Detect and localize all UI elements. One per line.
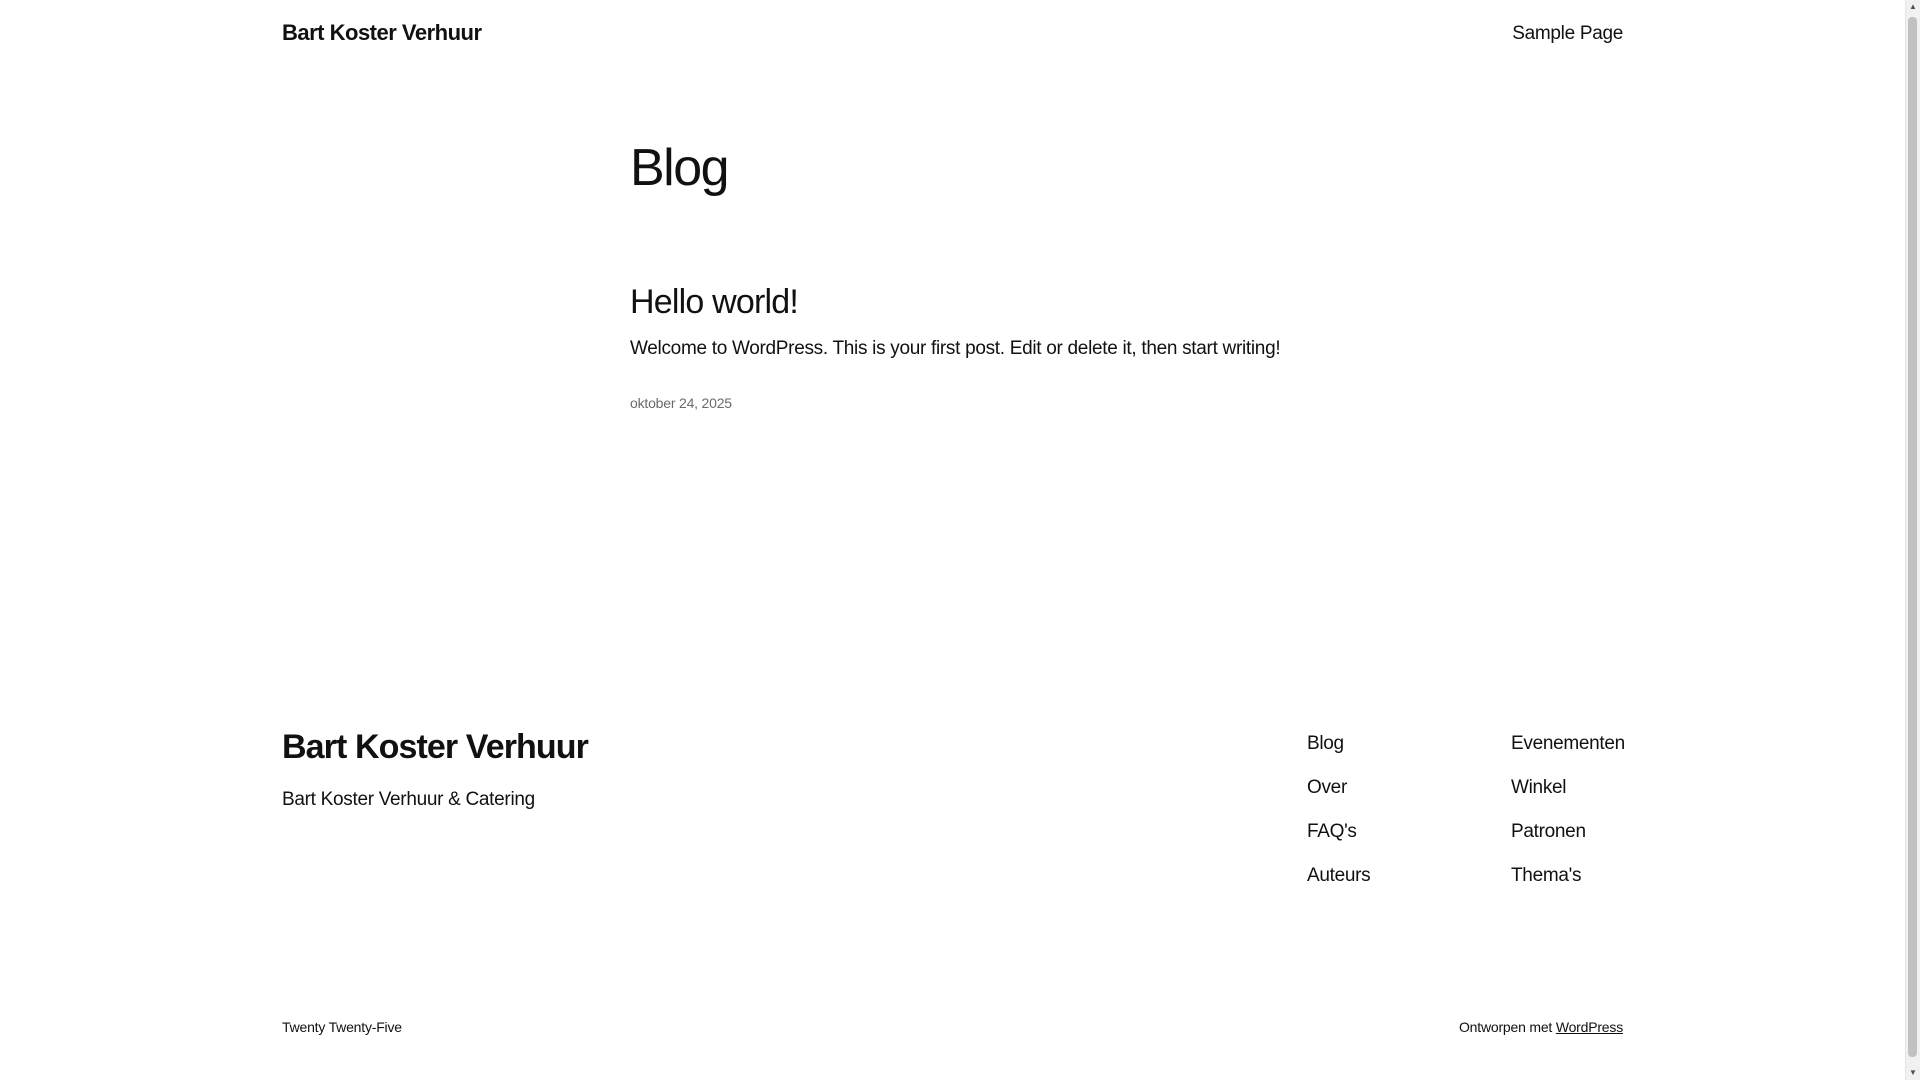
- credit-prefix: Ontworpen met: [1458, 1019, 1553, 1035]
- post-excerpt: Welcome to WordPress. This is your first post. Edit or delete it, then start writing!: [630, 338, 1281, 359]
- vertical-scrollbar[interactable]: [1905, 0, 1920, 1080]
- footer-link-winkel[interactable]: Winkel: [1511, 777, 1567, 798]
- footer-link-over[interactable]: Over: [1307, 777, 1347, 798]
- post-date[interactable]: oktober 24, 2025: [630, 395, 732, 411]
- footer-link-blog[interactable]: Blog: [1307, 733, 1344, 754]
- footer-site-title-link[interactable]: Bart Koster Verhuur: [282, 728, 588, 766]
- footer-link-evenementen[interactable]: Evenementen: [1511, 733, 1625, 754]
- footer-wordpress-credit: [1459, 1019, 1623, 1035]
- footer-theme-credit: Twenty Twenty-Five: [282, 1019, 402, 1035]
- footer-tagline: Bart Koster Verhuur & Catering: [282, 789, 535, 810]
- site-title-link[interactable]: Bart Koster Verhuur: [282, 20, 482, 45]
- footer-nav-column-1: [1307, 733, 1370, 909]
- footer-link-themas[interactable]: Thema's: [1511, 865, 1582, 886]
- header-nav: [1512, 23, 1623, 45]
- post-title-link[interactable]: Hello world!: [630, 283, 799, 321]
- footer-link-auteurs[interactable]: Auteurs: [1307, 865, 1371, 886]
- wordpress-link[interactable]: WordPress: [1555, 1019, 1623, 1035]
- footer-link-faqs[interactable]: FAQ's: [1307, 821, 1357, 842]
- page-title: Blog: [630, 139, 729, 197]
- nav-link-sample-page[interactable]: Sample Page: [1512, 23, 1623, 44]
- footer-nav-column-2: [1511, 733, 1625, 909]
- triangle-up-icon[interactable]: ▲: [1909, 2, 1917, 11]
- scrollbar-thumb[interactable]: [1908, 17, 1917, 1057]
- footer-link-patronen[interactable]: Patronen: [1511, 821, 1586, 842]
- triangle-down-icon[interactable]: ▼: [1909, 1068, 1917, 1077]
